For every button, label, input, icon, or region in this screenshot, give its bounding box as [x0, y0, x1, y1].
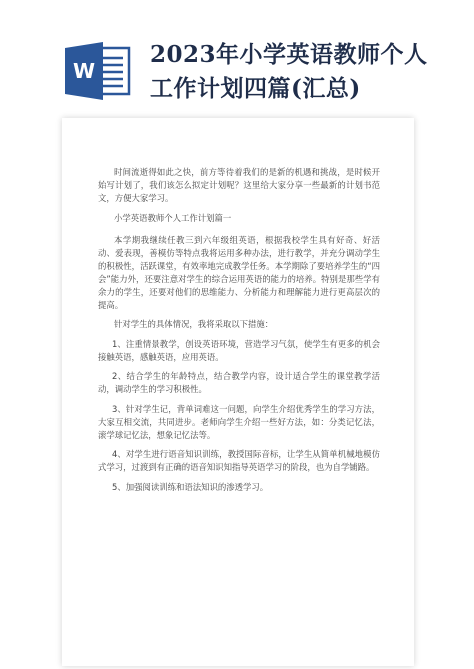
document-body: [98, 166, 380, 500]
word-logo-letter: W: [72, 59, 96, 83]
word-document-icon: [63, 42, 133, 100]
intro-paragraph: 时间流逝得如此之快，前方等待着我们的是新的机遇和挑战，是时候开始写计划了，我们该怎么拟定计划呢？这里给大家分享一些最新的计划书范文，方便大家学习。: [98, 167, 380, 203]
title-line-1: 2023年小学英语教师个人: [150, 41, 428, 68]
measures-intro: 针对学生的具体情况，我将采取以下措施：: [114, 319, 274, 329]
measure-item-1: 1、注重情景教学，创设英语环境，营造学习气氛，使学生有更多的机会接触英语，感触英语，应用英语。: [98, 338, 380, 362]
measure-item-5: 5、加强阅读训练和语法知识的渗透学习。: [112, 481, 269, 492]
title-line-2: 工作计划四篇(汇总): [150, 75, 361, 102]
measure-item-4: 4、对学生进行语音知识训练，教授国际音标，让学生从简单机械地模仿式学习，过渡到有正确的语音知识知指导英语学习的阶段，也为自学铺路。: [98, 449, 380, 472]
page-title: [150, 38, 450, 106]
measure-item-3: 3、针对学生记，背单词难这一问题，向学生介绍优秀学生的学习方法，大家互相交流，共同进步。老师向学生介绍一些好方法，如：分类记忆法，滚学球记忆法，想象记忆法等。: [98, 403, 380, 440]
section-heading: 小学英语教师个人工作计划篇一: [114, 212, 232, 223]
body-paragraph: 本学期我继续任教三到六年级组英语，根据我校学生具有好奇、好活动、爱表现，善模仿等特点我将运用多种办法，进行教学，并充分调动学生的积极性，活跃课堂，有效率地完成教学任务。本学期除了要培养学生的“四会”能力外，还要注意对学生的综合运用英语的能力的培养。特别是那些学有余力的学生，还要对他们的思维能力、分析能力和理解能力进行更高层次的提高。: [98, 234, 380, 310]
header: [0, 0, 474, 118]
measure-item-2: 2、结合学生的年龄特点，结合教学内容，设计适合学生的课堂教学活动，调动学生的学习积极性。: [98, 371, 380, 394]
